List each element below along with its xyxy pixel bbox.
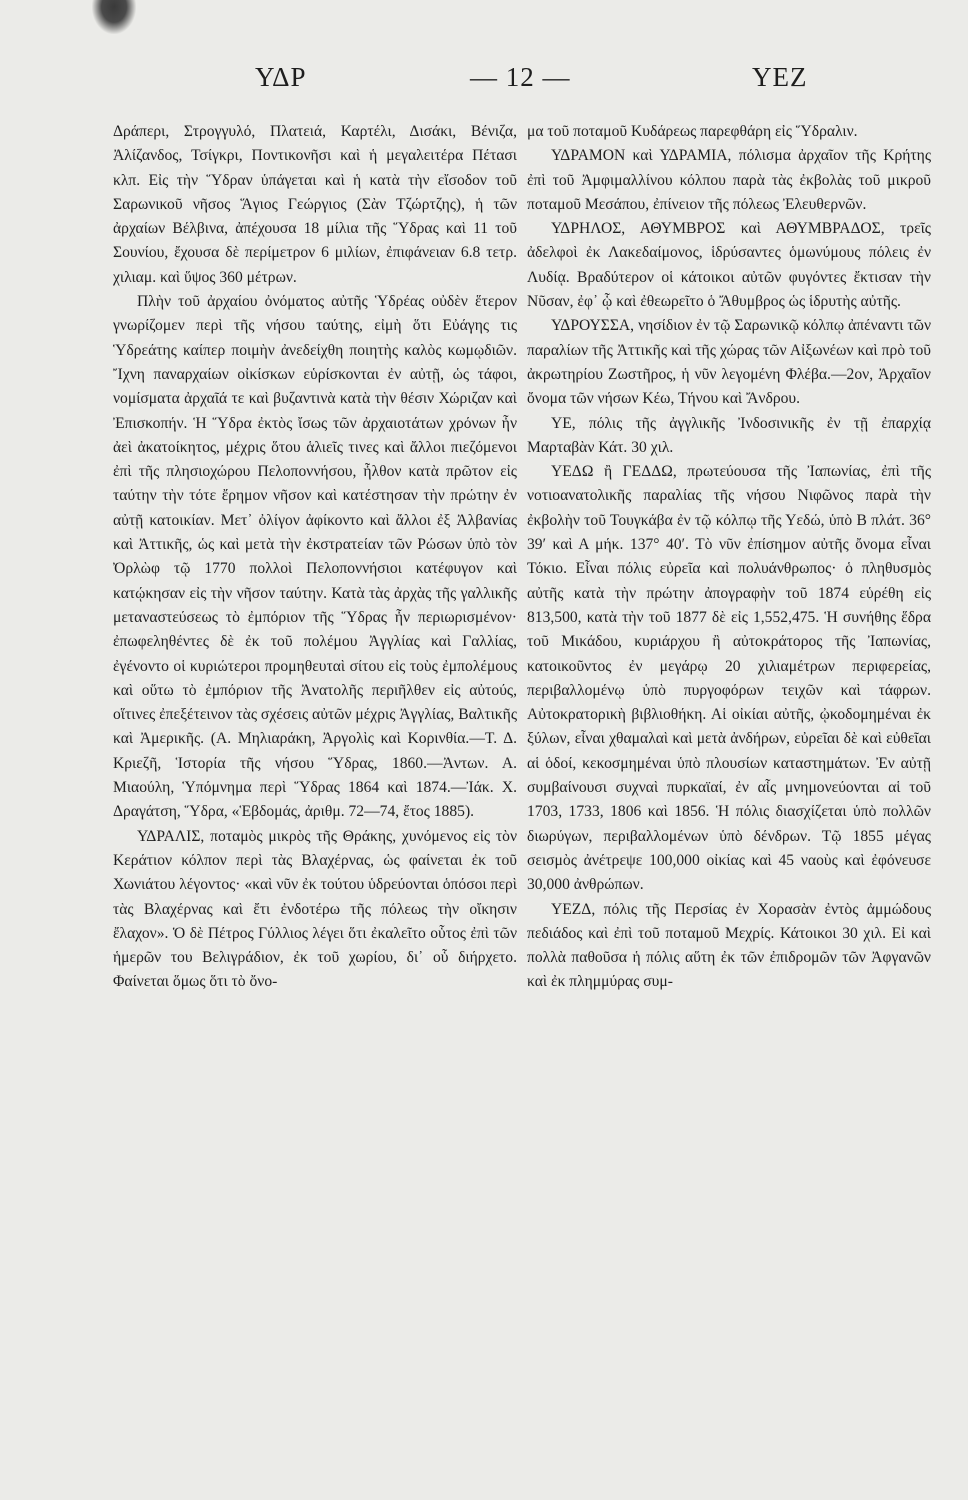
paragraph: Πλὴν τοῦ ἀρχαίου ὀνόματος αὐτῆς Ὑδρέας οὐδὲν ἕτερον γνωρίζομεν περὶ τῆς νήσου ταύτης, εἰμὴ ὅτι Εὐάγης τις Ὑδρεάτης καίπερ ποιμὴν ἀνεδείχθη ποιητὴς καλὸς κωμῳδιῶν. Ἴχνη παναρχαίων οἰκίσκων εὑρίσκονται ἐν αὐτῇ, ὡς τάφοι, νομίσματα ἀρχαῖά τε καὶ βυζαντινὰ κατὰ τὴν θέσιν Χώριζαν καὶ Ἐπισκοπήν. Ἡ Ὕδρα ἐκτὸς ἴσως τῶν ἀρχαιοτάτων χρόνων ἦν ἀεὶ ἀκατοίκητος, μέχρις ὅτου ἁλιεῖς τινες καὶ ἄλλοι πιεζόμενοι ἐπὶ τῆς πλησιοχώρου Πελοποννήσου, ἦλθον κατὰ πρῶτον εἰς ταύτην τὴν τότε ἔρημον νῆσον καὶ κατέστησαν τὴν πρώτην ἐν αὐτῇ κατοικίαν. Μετ᾽ ὀλίγον ἀφίκοντο καὶ ἄλλοι ἐξ Ἀλβανίας καὶ Ἀττικῆς, ὡς καὶ μετὰ τὴν ἐκστρατείαν τῶν Ρώσων ὑπὸ τὸν Ὀρλὼφ τῷ 1770 πολλοὶ Πελοποννήσιοι κατέφυγον καὶ κατῴκησαν εἰς τὴν νῆσον ταύτην. Κατὰ τὰς ἀρχὰς τῆς γαλλικῆς μεταναστεύσεως τὸ ἐμπόριον τῆς Ὕδρας ἦν περιωρισμένον· ἐπωφεληθέντες δὲ ἐκ τοῦ πολέμου Ἀγγλίας καὶ Γαλλίας, ἐγένοντο οἱ κυριώτεροι προμηθευταὶ σίτου εἰς τοὺς ἐμπολέμους καὶ οὕτω τὸ ἐμπόριον τῆς Ἀνατολῆς περιῆλθεν εἰς αὐτούς, οἵτινες ἐπεξέτεινον τὰς σχέσεις αὐτῶν μέχρις Ἀγγλίας, Βαλτικῆς καὶ Ἀμερικῆς. (Α. Μηλιαράκη, Ἀργολὶς καὶ Κορινθία.—Τ. Δ. Κριεζῆ, Ἱστορία τῆς νήσου Ὕδρας, 1860.—Ἀντων. Α. Μιαούλη, Ὑπόμνημα περὶ Ὕδρας 1864 καὶ 1874.—Ἰάκ. Χ. Δραγάτση, Ὕδρα, «Ἑβδομάς, ἀριθμ. 72—74, ἔτος 1885). xyxy=(113,293,517,821)
paragraph: ΥΕΖΔ, πόλις τῆς Περσίας ἐν Χορασὰν ἐντὸς ἀμμώδους πεδιάδος καὶ ἐπὶ τοῦ ποταμοῦ Μεχρίς. Κάτοικοι 30 χιλ. Εἰ καὶ πολλὰ παθοῦσα ἡ πόλις αὕτη ἐκ τῶν ἐπιδρομῶν τῶν Ἀφγανῶν καὶ ἐκ πλημμύρας συμ- xyxy=(527,900,931,991)
paragraph: ΥΕ, πόλις τῆς ἀγγλικῆς Ἰνδοσινικῆς ἐν τῇ ἐπαρχίᾳ Μαρταβὰν Κάτ. 30 χιλ. xyxy=(527,414,931,456)
ink-blot xyxy=(92,0,136,34)
right-column xyxy=(527,120,931,995)
paragraph: μα τοῦ ποταμοῦ Κυδάρεως παρεφθάρη εἰς Ὕδραλιν. xyxy=(527,123,858,140)
running-head-left: ΥΔΡ xyxy=(255,62,307,92)
paragraph: Δράπερι, Στρογγυλό, Πλατειά, Καρτέλι, Δισάκι, Βένιζα, Ἀλίζανδος, Τσίγκρι, Ποντικονῆσι καὶ ἡ μεγαλειτέρα Πέτασι κλπ. Εἰς τὴν Ὕδραν ὑπάγεται καὶ ἡ κατὰ τὴν εἴσοδον τοῦ Σαρωνικοῦ νῆσος Ἅγιος Γεώργιος (Σὰν Τζώρτζης), ἡ τῶν ἀρχαίων Βέλβινα, ἀπέχουσα 18 μίλια τῆς Ὕδρας καὶ 11 τοῦ Σουνίου, ἔχουσα δὲ περίμετρον 6 μιλίων, ἐπιφάνειαν 6.8 τετρ. χιλιαμ. καὶ ὕψος 360 μέτρων. xyxy=(113,123,517,286)
page-number: — 12 — xyxy=(470,62,571,92)
paragraph: ΥΔΡΑΛΙΣ, ποταμὸς μικρὸς τῆς Θράκης, χυνόμενος εἰς τὸν Κεράτιον κόλπον περὶ τὰς Βλαχέρνας, ὡς φαίνεται ἐκ τοῦ Χωνιάτου λέγοντος· «καὶ νῦν ἐκ τούτου ὑδρεύονται ὁπόσοι περὶ τὰς Βλαχέρνας καὶ ἔτι ἐνδοτέρω τῆς πόλεως τὴν οἴκησιν ἔλαχον». Ὁ δὲ Πέτρος Γύλλιος λέγει ὅτι ἐκαλεῖτο οὗτος ἐπὶ τῶν ἡμερῶν του Βελιγράδιον, ἐκ τοῦ χωρίου, δι᾽ οὗ διήρχετο. Φαίνεται ὅμως ὅτι τὸ ὄνο- xyxy=(113,827,517,991)
paragraph: ΥΔΡΟΥΣΣΑ, νησίδιον ἐν τῷ Σαρωνικῷ κόλπῳ ἀπέναντι τῶν παραλίων τῆς Ἀττικῆς καὶ τῆς χώρας τῶν Αἰξωνέων καὶ πρὸ τοῦ ἀκρωτηρίου Ζωστῆρος, ἡ νῦν λεγομένη Φλέβα.—2ον, Ἀρχαῖον ὄνομα τῶν νήσων Κέω, Τήνου καὶ Ἄνδρου. xyxy=(527,317,931,408)
left-column xyxy=(113,120,517,995)
paragraph: ΥΔΡΑΜΟΝ καὶ ΥΔΡΑΜΙΑ, πόλισμα ἀρχαῖον τῆς Κρήτης ἐπὶ τοῦ Ἀμφιμαλλίνου κόλπου παρὰ τὰς ἐκβολὰς τοῦ μικροῦ ποταμοῦ Μεσάπου, ἐπίνειον τῆς πόλεως Ἐλευθερνῶν. xyxy=(527,147,931,213)
paragraph: ΥΕΔΩ ἢ ΓΕΔΔΩ, πρωτεύουσα τῆς Ἰαπωνίας, ἐπὶ τῆς νοτιοανατολικῆς παραλίας τῆς νήσου Νιφῶνος παρὰ τὴν ἐκβολὴν τοῦ Τουγκάβα ἐν τῷ κόλπῳ τῆς Υεδώ, ὑπὸ Β πλάτ. 36° 39′ καὶ Α μήκ. 137° 40′. Τὸ νῦν ἐπίσημον αὐτῆς ὄνομα εἶναι Τόκιο. Εἶναι πόλις εὐρεῖα καὶ πολυάνθρωπος· ὁ πληθυσμὸς αὐτῆς κατὰ τὴν πρώτην ἀπογραφὴν τοῦ 1874 εὑρέθη εἰς 813,500, κατὰ τὴν τοῦ 1877 δὲ εἰς 1,552,475. Ἡ συνήθης ἕδρα τοῦ Μικάδου, κυριάρχου ἢ αὐτοκράτορος τῆς Ἰαπωνίας, κατοικοῦντος ἐν μεγάρῳ 20 χιλιαμέτρων περιφερείας, περιβαλλομένῳ ὑπὸ πυργοφόρων τειχῶν καὶ τάφρων. Αὐτοκρατορικὴ βιβλιοθήκη. Αἱ οἰκίαι αὐτῆς, ᾠκοδομημέναι ἐκ ξύλων, εἶναι χθαμαλαὶ καὶ μετὰ ἀνδήρων, εὐρεῖαι δὲ καὶ εὐθεῖαι αἱ ὁδοί, κεκοσμημέναι ὑπὸ πλουσίων καταστημάτων. Ἐν αὐτῇ συμβαίνουσι συχναὶ πυρκαϊαί, ἐν αἷς μνημονεύονται αἱ τοῦ 1703, 1733, 1806 καὶ 1856. Ἡ πόλις διασχίζεται ὑπὸ πολλῶν διωρύγων, περιβαλλομένων ὑπὸ δένδρων. Τῷ 1855 μέγας σεισμὸς ἀνέτρεψε 100,000 οἰκίας καὶ 45 ναοὺς καὶ ἐφόνευσε 30,000 ἀνθρώπων. xyxy=(527,463,931,894)
page-header xyxy=(0,62,968,102)
paragraph: ΥΔΡΗΛΟΣ, ΑΘΥΜΒΡΟΣ καὶ ΑΘΥΜΒΡΑΔΟΣ, τρεῖς ἀδελφοὶ ἐκ Λακεδαίμονος, ἱδρύσαντες ὁμωνύμους πόλεις ἐν Λυδίᾳ. Βραδύτερον οἱ κάτοικοι αὐτῶν φυγόντες ἔκτισαν τὴν Νῦσαν, ἐφ᾽ ᾧ καὶ ἐθεωρεῖτο ὁ Ἄθυμβρος ὡς ἱδρυτὴς αὐτῆς. xyxy=(527,220,931,311)
running-head-right: ΥΕΖ xyxy=(752,62,808,92)
